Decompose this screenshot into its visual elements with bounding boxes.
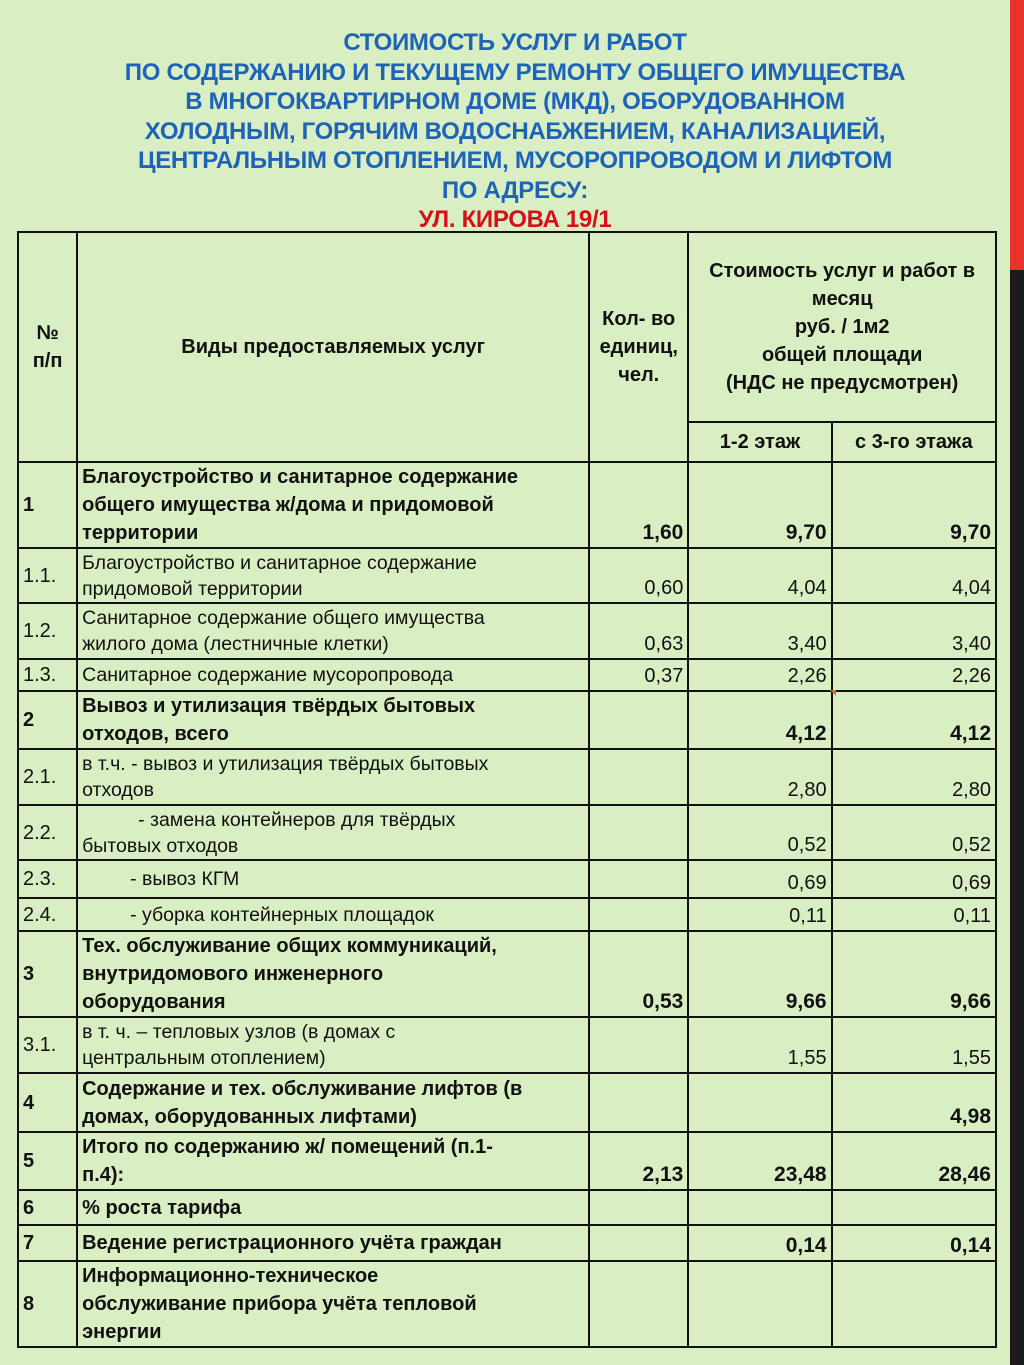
row-num: 2.4. bbox=[18, 898, 77, 931]
table-row bbox=[18, 691, 996, 749]
row-name: % роста тарифа bbox=[77, 1190, 589, 1225]
row-num: 3.1. bbox=[18, 1017, 77, 1073]
row-name: Итого по содержанию ж/ помещений (п.1- п.4): bbox=[77, 1132, 589, 1190]
row-value-floor-3: 0,52 bbox=[832, 805, 996, 860]
header-cost: Стоимость услуг и работ в месяц руб. / 1м2 общей площади (НДС не предусмотрен) bbox=[688, 232, 996, 422]
table-row bbox=[18, 1132, 996, 1190]
row-name: Информационно-техническое обслуживание прибора учёта тепловой энергии bbox=[77, 1261, 589, 1347]
row-value-floor-3: 0,14 bbox=[832, 1225, 996, 1261]
header-services: Виды предоставляемых услуг bbox=[77, 232, 589, 462]
row-num: 2.1. bbox=[18, 749, 77, 805]
row-num: 5 bbox=[18, 1132, 77, 1190]
row-name: Благоустройство и санитарное содержание общего имущества ж/дома и придомовой территории bbox=[77, 462, 589, 548]
side-stripe-red bbox=[1010, 0, 1024, 270]
row-value-floor-1-2: 4,12 bbox=[688, 691, 831, 749]
row-qty bbox=[589, 898, 688, 931]
table-row bbox=[18, 805, 996, 860]
row-value-floor-1-2: 0,11 bbox=[688, 898, 831, 931]
header-floor-3: с 3-го этажа bbox=[832, 422, 996, 462]
row-num: 6 bbox=[18, 1190, 77, 1225]
row-value-floor-1-2: 1,55 bbox=[688, 1017, 831, 1073]
row-name: - замена контейнеров для твёрдых бытовых отходов bbox=[77, 805, 589, 860]
header-num: № п/п bbox=[18, 232, 77, 462]
row-value-floor-3: 4,98 bbox=[832, 1073, 996, 1132]
row-value-floor-3 bbox=[832, 1190, 996, 1225]
row-num: 2.3. bbox=[18, 860, 77, 898]
row-num: 2 bbox=[18, 691, 77, 749]
row-num: 1.3. bbox=[18, 659, 77, 691]
row-name: - вывоз КГМ bbox=[77, 860, 589, 898]
row-value-floor-1-2: 2,26 bbox=[688, 659, 831, 691]
row-value-floor-1-2: 2,80 bbox=[688, 749, 831, 805]
title-line: ПО АДРЕСУ: bbox=[441, 176, 589, 204]
comment-marker-icon bbox=[830, 690, 836, 696]
row-value-floor-1-2 bbox=[688, 1073, 831, 1132]
row-num: 1 bbox=[18, 462, 77, 548]
row-qty: 0,37 bbox=[589, 659, 688, 691]
page-title bbox=[20, 28, 1010, 235]
row-value-floor-3: 2,80 bbox=[832, 749, 996, 805]
row-value-floor-3: 0,11 bbox=[832, 898, 996, 931]
title-line: СТОИМОСТЬ УСЛУГ И РАБОТ bbox=[343, 29, 687, 56]
table-row bbox=[18, 548, 996, 603]
table-row bbox=[18, 1017, 996, 1073]
row-qty: 0,63 bbox=[589, 603, 688, 659]
header-row bbox=[18, 232, 996, 422]
row-num: 7 bbox=[18, 1225, 77, 1261]
row-num: 1.1. bbox=[18, 548, 77, 603]
row-qty: 0,60 bbox=[589, 548, 688, 603]
row-name: Ведение регистрационного учёта граждан bbox=[77, 1225, 589, 1261]
row-qty bbox=[589, 749, 688, 805]
title-line: В МНОГОКВАРТИРНОМ ДОМЕ (МКД), ОБОРУДОВАННОМ bbox=[185, 88, 845, 115]
table-row bbox=[18, 659, 996, 691]
row-qty bbox=[589, 1190, 688, 1225]
row-value-floor-1-2: 4,04 bbox=[688, 548, 831, 603]
table-row bbox=[18, 898, 996, 931]
row-num: 4 bbox=[18, 1073, 77, 1132]
row-name: Благоустройство и санитарное содержание придомовой территории bbox=[77, 548, 589, 603]
row-name: - уборка контейнерных площадок bbox=[77, 898, 589, 931]
row-num: 2.2. bbox=[18, 805, 77, 860]
row-value-floor-3: 0,69 bbox=[832, 860, 996, 898]
row-value-floor-3: 2,26 bbox=[832, 659, 996, 691]
row-num: 3 bbox=[18, 931, 77, 1017]
row-qty bbox=[589, 1073, 688, 1132]
row-value-floor-3: 1,55 bbox=[832, 1017, 996, 1073]
row-value-floor-1-2: 9,70 bbox=[688, 462, 831, 548]
title-line: ХОЛОДНЫМ, ГОРЯЧИМ ВОДОСНАБЖЕНИЕМ, КАНАЛИЗАЦИЕЙ, bbox=[144, 117, 886, 145]
table-row bbox=[18, 603, 996, 659]
table-row bbox=[18, 749, 996, 805]
row-value-floor-1-2: 9,66 bbox=[688, 931, 831, 1017]
row-qty: 1,60 bbox=[589, 462, 688, 548]
row-qty bbox=[589, 1225, 688, 1261]
row-value-floor-3: 4,04 bbox=[832, 548, 996, 603]
table-row bbox=[18, 1190, 996, 1225]
row-value-floor-1-2 bbox=[688, 1190, 831, 1225]
row-value-floor-3 bbox=[832, 1261, 996, 1347]
row-num: 8 bbox=[18, 1261, 77, 1347]
side-stripe-black bbox=[1010, 270, 1024, 1365]
title-line: ЦЕНТРАЛЬНЫМ ОТОПЛЕНИЕМ, МУСОРОПРОВОДОМ И ЛИФТОМ bbox=[137, 147, 893, 174]
tariff-table bbox=[17, 231, 997, 1348]
row-qty bbox=[589, 860, 688, 898]
row-value-floor-1-2: 0,52 bbox=[688, 805, 831, 860]
row-qty bbox=[589, 1261, 688, 1347]
table-row bbox=[18, 1261, 996, 1347]
table-row bbox=[18, 931, 996, 1017]
row-value-floor-3: 4,12 bbox=[832, 691, 996, 749]
row-qty: 0,53 bbox=[589, 931, 688, 1017]
table-row bbox=[18, 1225, 996, 1261]
row-qty bbox=[589, 691, 688, 749]
table-row bbox=[18, 1073, 996, 1132]
row-value-floor-3: 3,40 bbox=[832, 603, 996, 659]
title-line: ПО СОДЕРЖАНИЮ И ТЕКУЩЕМУ РЕМОНТУ ОБЩЕГО ИМУЩЕСТВА bbox=[124, 58, 906, 86]
row-value-floor-1-2: 3,40 bbox=[688, 603, 831, 659]
row-value-floor-3: 28,46 bbox=[832, 1132, 996, 1190]
row-name: Тех. обслуживание общих коммуникаций, внутридомового инженерного оборудования bbox=[77, 931, 589, 1017]
row-value-floor-1-2: 0,69 bbox=[688, 860, 831, 898]
title-address: УЛ. КИРОВА 19/1 bbox=[418, 206, 612, 233]
row-value-floor-1-2: 23,48 bbox=[688, 1132, 831, 1190]
table-row bbox=[18, 462, 996, 548]
row-value-floor-3: 9,66 bbox=[832, 931, 996, 1017]
row-name: Санитарное содержание общего имущества жилого дома (лестничные клетки) bbox=[77, 603, 589, 659]
row-name: Содержание и тех. обслуживание лифтов (в домах, оборудованных лифтами) bbox=[77, 1073, 589, 1132]
row-name: Вывоз и утилизация твёрдых бытовых отходов, всего bbox=[77, 691, 589, 749]
header-qty: Кол- во единиц, чел. bbox=[589, 232, 688, 462]
row-name: Санитарное содержание мусоропровода bbox=[77, 659, 589, 691]
row-value-floor-3: 9,70 bbox=[832, 462, 996, 548]
header-floor-1-2: 1-2 этаж bbox=[688, 422, 831, 462]
row-value-floor-1-2: 0,14 bbox=[688, 1225, 831, 1261]
table-row bbox=[18, 860, 996, 898]
row-qty: 2,13 bbox=[589, 1132, 688, 1190]
row-qty bbox=[589, 805, 688, 860]
row-name: в т. ч. – тепловых узлов (в домах с центральным отоплением) bbox=[77, 1017, 589, 1073]
row-name: в т.ч. - вывоз и утилизация твёрдых бытовых отходов bbox=[77, 749, 589, 805]
side-stripe bbox=[1010, 0, 1024, 1365]
row-qty bbox=[589, 1017, 688, 1073]
row-num: 1.2. bbox=[18, 603, 77, 659]
row-value-floor-1-2 bbox=[688, 1261, 831, 1347]
